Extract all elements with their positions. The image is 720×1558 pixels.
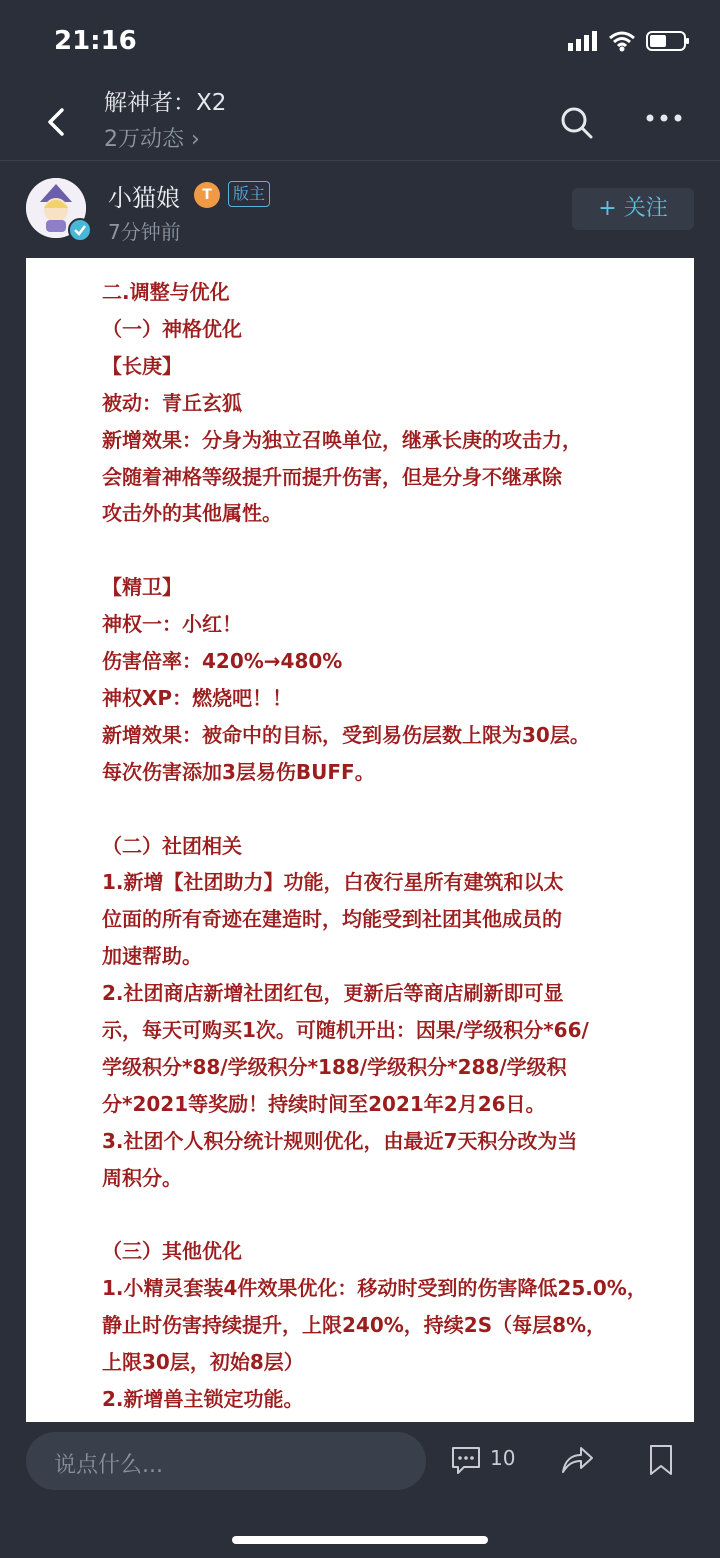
post-text-line: 2.新增兽主锁定功能。 bbox=[102, 1387, 304, 1411]
nav-bar bbox=[0, 76, 720, 161]
post-text-line: 周积分。 bbox=[102, 1165, 182, 1190]
comment-input[interactable] bbox=[26, 1432, 426, 1490]
back-arrow-icon[interactable] bbox=[40, 102, 74, 142]
post-text-line: 分*2021等奖励！持续时间至2021年2月26日。 bbox=[102, 1091, 546, 1116]
battery-icon bbox=[646, 30, 690, 52]
post-time: 7分钟前 bbox=[108, 220, 181, 244]
comment-placeholder: 说点什么... bbox=[54, 1453, 163, 1478]
post-text-line: 会随着神格等级提升而提升伤害，但是分身不继承除 bbox=[102, 464, 562, 489]
moderator-badge: 版主 bbox=[228, 181, 270, 207]
forum-subtitle[interactable]: 2万动态 › bbox=[104, 127, 200, 152]
forum-title[interactable]: 解神者：X2 bbox=[104, 90, 227, 116]
post-text-line: 加速帮助。 bbox=[102, 944, 202, 969]
post-text-line: 攻击外的其他属性。 bbox=[102, 501, 282, 526]
post-text-line: 学级积分*88/学级积分*188/学级积分*288/学级积 bbox=[102, 1054, 567, 1079]
post-text-line: 示，每天可购买1次。可随机开出：因果/学级积分*66/ bbox=[102, 1018, 589, 1042]
post-text-line: 1.新增【社团助力】功能，白夜行星所有建筑和以太 bbox=[102, 870, 564, 895]
author-row bbox=[0, 160, 720, 256]
wifi-icon bbox=[608, 30, 636, 52]
post-text-line: 二.调整与优化 bbox=[102, 280, 230, 304]
bottom-bar bbox=[0, 1422, 720, 1558]
status-time: 21:16 bbox=[54, 26, 137, 56]
level-badge: T bbox=[194, 182, 220, 208]
follow-button[interactable]: + 关注 bbox=[572, 188, 694, 230]
post-text-line: 【长庚】 bbox=[102, 353, 182, 378]
post-text-line: （三）其他优化 bbox=[102, 1239, 242, 1264]
home-indicator bbox=[232, 1536, 488, 1544]
post-text-line: 2.社团商店新增社团红包，更新后等商店刷新即可显 bbox=[102, 981, 564, 1006]
post-text-line: 伤害倍率：420%→480% bbox=[102, 649, 343, 673]
post-content bbox=[26, 258, 694, 1422]
post-text-line: （一）神格优化 bbox=[102, 316, 242, 341]
post-text-line: 新增效果：分身为独立召唤单位，继承长庚的攻击力， bbox=[102, 427, 582, 452]
post-text-line: 【精卫】 bbox=[102, 575, 182, 600]
signal-icon bbox=[568, 31, 598, 51]
post-text-line: 静止时伤害持续提升，上限240%，持续2S（每层8%， bbox=[102, 1313, 607, 1338]
post-text-line: 神权XP：燃烧吧！！ bbox=[102, 685, 293, 710]
more-icon[interactable] bbox=[646, 110, 682, 126]
comment-icon[interactable] bbox=[450, 1444, 482, 1476]
post-text-line: 被动：青丘玄狐 bbox=[102, 390, 242, 415]
bookmark-icon[interactable] bbox=[648, 1444, 674, 1476]
post-text-line: 上限30层，初始8层） bbox=[102, 1350, 304, 1375]
post-text-line: 每次伤害添加3层易伤BUFF。 bbox=[102, 759, 375, 784]
search-icon[interactable] bbox=[560, 106, 594, 140]
comment-count[interactable]: 10 bbox=[490, 1446, 516, 1470]
post-text-line: （二）社团相关 bbox=[102, 833, 242, 858]
post-text-line: 新增效果：被命中的目标，受到易伤层数上限为30层。 bbox=[102, 722, 590, 747]
status-icons bbox=[568, 30, 690, 52]
post-text-line: 3.社团个人积分统计规则优化，由最近7天积分改为当 bbox=[102, 1128, 578, 1153]
author-name[interactable]: 小猫娘 bbox=[108, 184, 180, 212]
verified-icon bbox=[68, 218, 92, 242]
status-bar bbox=[0, 0, 720, 84]
post-text-line: 位面的所有奇迹在建造时，均能受到社团其他成员的 bbox=[102, 907, 562, 932]
post-text-line: 1.小精灵套装4件效果优化：移动时受到的伤害降低25.0%， bbox=[102, 1276, 647, 1301]
post-text-line: 神权一：小红！ bbox=[102, 612, 242, 637]
share-icon[interactable] bbox=[560, 1444, 594, 1476]
